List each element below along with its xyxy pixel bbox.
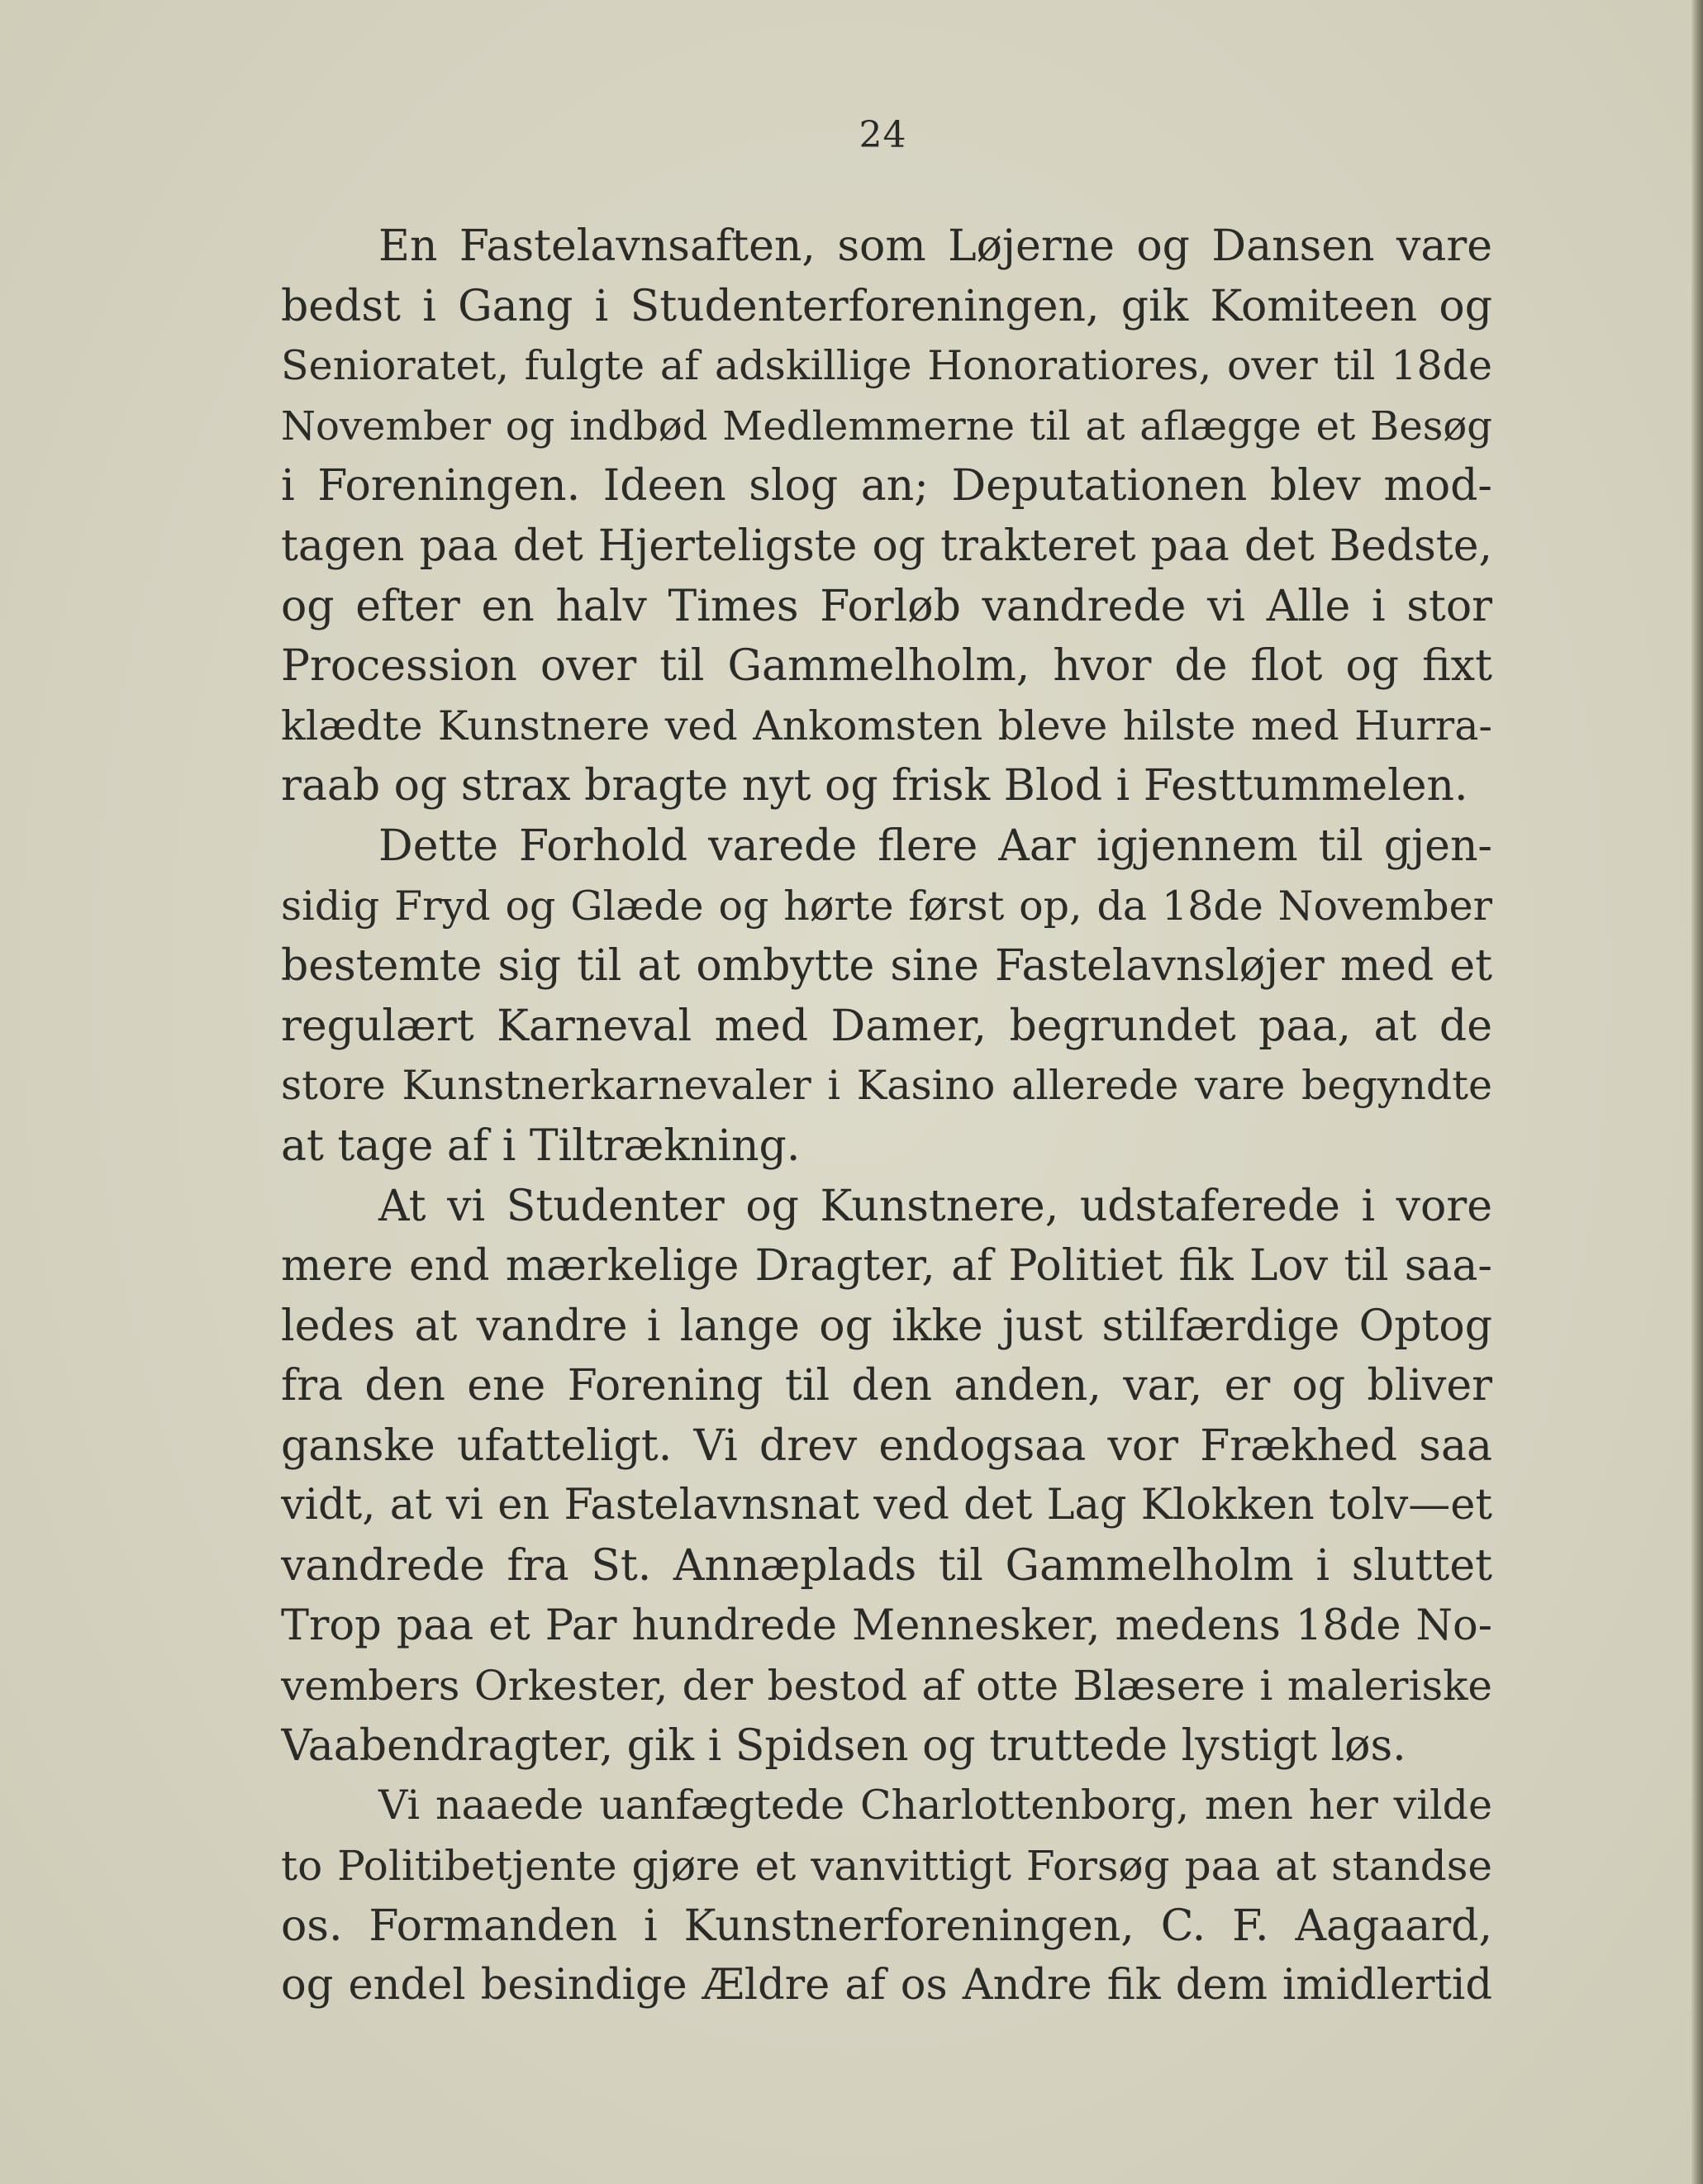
text-line: At vi Studenter og Kunstnere, udstaferede i vore	[378, 1181, 1492, 1231]
text-line: vandrede fra St. Annæplads til Gammelholm i sluttet	[281, 1541, 1492, 1592]
text-line: bestemte sig til at ombytte sine Fastelavnsløjer med et	[281, 941, 1492, 992]
text-line: ganske ufatteligt. Vi drev endogsaa vor Frækhed saa	[281, 1420, 1492, 1471]
text-line: klædte Kunstnere ved Ankomsten bleve hilste med Hurra-	[281, 702, 1492, 749]
text-line: bedst i Gang i Studenterforeningen, gik Komiteen og	[281, 281, 1492, 331]
text-line: mere end mærkelige Dragter, af Politiet fik Lov til saa-	[281, 1241, 1492, 1292]
text-line: at tage af i Tiltrækning.	[281, 1121, 801, 1171]
text-line: tagen paa det Hjerteligste og trakteret paa det Bedste,	[281, 521, 1492, 571]
text-line: En Fastelavnsaften, som Løjerne og Dansen vare	[378, 221, 1492, 271]
text-line: fra den ene Forening til den anden, var, er og bliver	[281, 1361, 1492, 1411]
text-line: vembers Orkester, der bestod af otte Blæsere i maleriske	[281, 1662, 1492, 1711]
text-line: os. Formanden i Kunstnerforeningen, C. F. Aagaard,	[281, 1901, 1492, 1951]
text-line: i Foreningen. Ideen slog an; Deputationen blev mod-	[281, 461, 1492, 512]
text-line: regulært Karneval med Damer, begrundet paa, at de	[281, 1001, 1492, 1051]
text-line: Dette Forhold varede flere Aar igjennem til gjen-	[378, 821, 1492, 871]
text-line: og endel besindige Ældre af os Andre fik dem imidlertid	[281, 1961, 1492, 2010]
page-edge-shadow	[1691, 0, 1703, 2184]
text-line: Senioratet, fulgte af adskillige Honoratiores, over til 18de	[281, 342, 1492, 390]
text-line: Trop paa et Par hundrede Mennesker, medens 18de No-	[281, 1601, 1492, 1650]
text-line: store Kunstnerkarnevaler i Kasino allerede vare begyndte	[281, 1062, 1492, 1110]
text-line: ledes at vandre i lange og ikke just stilfærdige Optog	[281, 1301, 1492, 1351]
text-line: sidig Fryd og Glæde og hørte først op, da 18de November	[281, 882, 1492, 930]
body-text	[281, 216, 1492, 2016]
text-line: raab og strax bragte nyt og frisk Blod i Festtummelen.	[281, 761, 1468, 811]
text-line: Procession over til Gammelholm, hvor de flot og fixt	[281, 641, 1492, 692]
text-line: Vaabendragter, gik i Spidsen og truttede lystigt løs.	[281, 1720, 1406, 1771]
page-number: 24	[859, 114, 907, 156]
text-line: vidt, at vi en Fastelavnsnat ved det Lag Klokken tolv—et	[281, 1481, 1492, 1530]
text-line: og efter en halv Times Forløb vandrede vi Alle i stor	[281, 581, 1492, 631]
text-line: Vi naaede uanfægtede Charlottenborg, men her vilde	[378, 1782, 1492, 1830]
text-line: November og indbød Medlemmerne til at aflægge et Besøg	[281, 402, 1492, 450]
text-line: to Politibetjente gjøre et vanvittigt Forsøg paa at standse	[281, 1842, 1492, 1891]
